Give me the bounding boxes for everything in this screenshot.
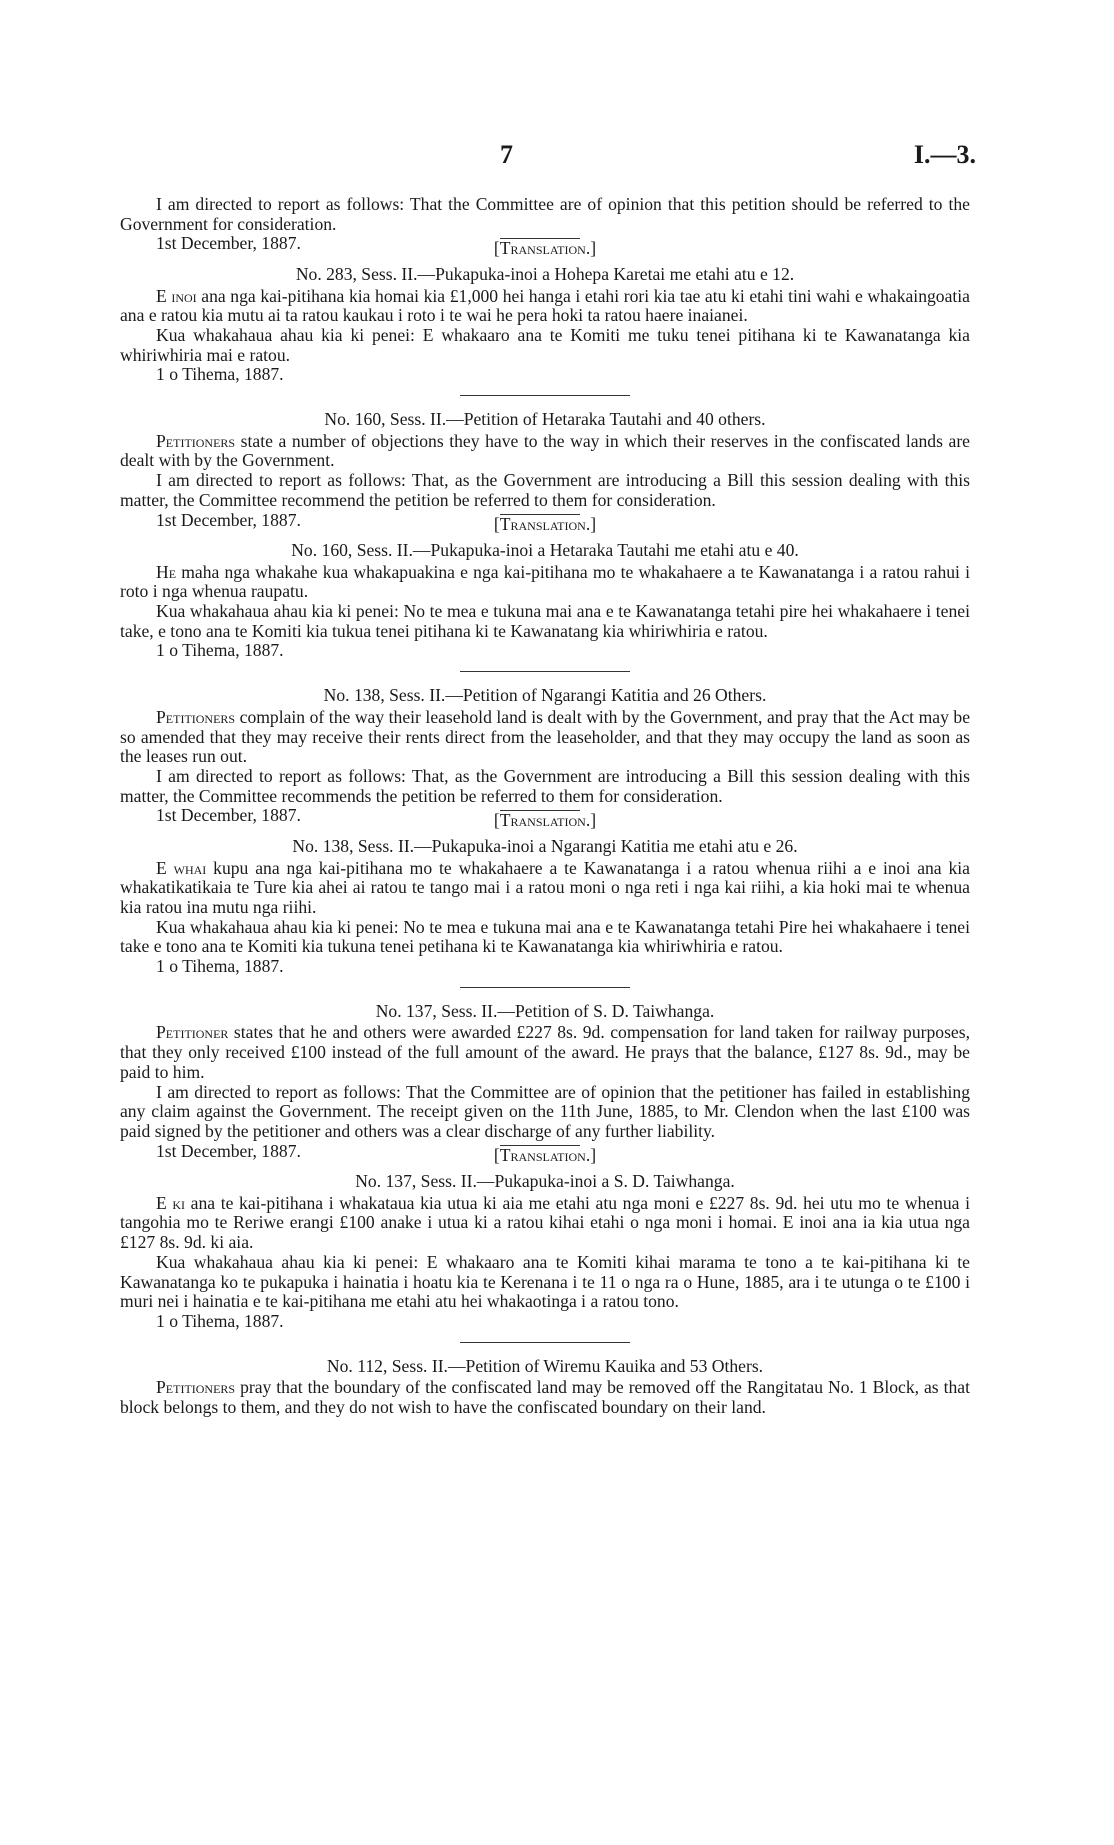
petition-lead: Petitioners (156, 706, 236, 727)
report-date: 1st December, 1887. (156, 1140, 301, 1161)
petition-text: ana nga kai-pitihana kia homai kia £1,000 hei hanga i etahi rori kia tae atu ki etahi tini wahi e whakaingoatia ana e ratou kia mutu ai ta ratou kaukau i roto i te wai he pera hoki ta ratou haere inaianei. (120, 285, 970, 326)
petition-heading: No. 137, Sess. II.—Petition of S. D. Taiwhanga. (375, 1000, 715, 1021)
divider (460, 395, 630, 396)
divider (460, 987, 630, 988)
report-paragraph: Kua whakahaua ahau kia ki penei: E whakaaro ana te Komiti kihai marama te tono a te kai-pitihana ki te Kawanatanga ko te pukapuka i hainatia i hoatu kia te Kerenana i te 11 o nga ra o Hune, 1885, ara i te utunga o te £100 i muri nei i hainatia e te kai-pitihana me etahi atu hei whakaotinga i a ratou tono. (120, 1251, 970, 1312)
report-paragraph: Kua whakahaua ahau kia ki penei: No te mea e tukuna mai ana e te Kawanatanga tetahi Pire hei whakahaere i tenei take e tono ana te Komiti kia tukuna tenei petihana ki te Kawanatanga kia whiriwhiria e ratou. (120, 916, 970, 957)
petition-text: pray that the boundary of the confiscated land may be removed off the Rangitatau No. 1 Block, as that block belongs to them, and they do not wish to have the confiscated boundary on their land. (120, 1377, 970, 1418)
translation-label: [Translation.] (493, 810, 597, 831)
petition-text: state a number of objections they have to the way in which their reserves in the confiscated lands are dealt with by the Government. (120, 430, 970, 471)
petition-body (120, 563, 970, 602)
petition-lead: E ki (156, 1192, 186, 1213)
divider (460, 671, 630, 672)
petition-body (120, 1378, 970, 1417)
report-date: 1 o Tihema, 1887. (156, 956, 284, 977)
petition-body (120, 1023, 970, 1082)
report-paragraph: I am directed to report as follows: That the Committee are of opinion that the petitioner has failed in establishing any claim against the Government. The receipt given on the 11th June, 1885, to Mr. Clendon when the last £100 was paid signed by the petitioner and others was a clear discharge of any further liability. (120, 1081, 970, 1141)
report-paragraph: I am directed to report as follows: That, as the Government are introducing a Bill this session dealing with this matter, the Committee recommends the petition be referred to them for consideration. (120, 765, 970, 806)
petition-heading: No. 160, Sess. II.—Pukapuka-inoi a Hetaraka Tautahi me etahi atu e 40. (291, 539, 799, 560)
page-number: 7 (500, 140, 513, 169)
petition-heading: No. 112, Sess. II.—Petition of Wiremu Kauika and 53 Others. (326, 1355, 764, 1376)
translation-label: [Translation.] (493, 514, 597, 535)
report-date: 1 o Tihema, 1887. (156, 1310, 284, 1331)
report-paragraph: I am directed to report as follows: That the Committee are of opinion that this petition should be referred to the Government for consideration. (120, 194, 970, 234)
report-date: 1 o Tihema, 1887. (156, 364, 284, 385)
petition-text: states that he and others were awarded £227 8s. 9d. compensation for land taken for railway purposes, that they only received £100 instead of the full amount of the award. He prays that the balance, £127 8s. 9d., may be paid to him. (120, 1022, 970, 1082)
petition-heading: No. 283, Sess. II.—Pukapuka-inoi a Hohepa Karetai me etahi atu e 12. (295, 263, 795, 284)
report-date: 1st December, 1887. (156, 233, 301, 254)
petition-lead: Petitioners (156, 430, 236, 451)
report-date: 1st December, 1887. (156, 805, 301, 826)
petition-body (120, 432, 970, 471)
petition-body (120, 287, 970, 326)
report-date: 1 o Tihema, 1887. (156, 640, 284, 661)
report-date: 1st December, 1887. (156, 509, 301, 530)
petition-body (120, 708, 970, 767)
petition-heading: No. 137, Sess. II.—Pukapuka-inoi a S. D. Taiwhanga. (355, 1171, 735, 1192)
petition-lead: E inoi (156, 285, 197, 306)
divider (460, 1342, 630, 1343)
petition-body (120, 859, 970, 918)
document-page (120, 0, 976, 1845)
petition-text: kupu ana nga kai-pitihana mo te whakahaere a te Kawanatanga i a ratou whenua riihi a e inoi ana kia whakatikatikaia te Ture kia ahei ai ratou te tango mai i a ratou moni o nga reti i nga kai riihi, a kia hoki mai te whenua kia ratou ina mutu nga riihi. (120, 857, 970, 917)
report-paragraph: Kua whakahaua ahau kia ki penei: No te mea e tukuna mai ana e te Kawanatanga tetahi pire hei whakahaere i tenei take, e tono ana te Komiti kia tukua tenei pitihana ki te Kawanatang kia whiriwhiria e ratou. (120, 601, 970, 641)
translation-label: [Translation.] (493, 1145, 597, 1166)
petition-lead: He (156, 561, 177, 582)
petition-body (120, 1194, 970, 1253)
report-paragraph: I am directed to report as follows: That, as the Government are introducing a Bill this session dealing with this matter, the Committee recommend the petition be referred to them for consideration. (120, 470, 970, 510)
petition-heading: No. 138, Sess. II.—Petition of Ngarangi Katitia and 26 Others. (323, 685, 767, 706)
document-reference: I.—3. (913, 140, 976, 169)
report-paragraph: Kua whakahaua ahau kia ki penei: E whakaaro ana te Komiti me tuku tenei pitihana ki te Kawanatanga kia whiriwhiria mai e ratou. (120, 324, 970, 365)
petition-text: maha nga whakahe kua whakapuakina e nga kai-pitihana mo te whakahaere a te Kawanatanga i a ratou rahui i roto i nga whenua raupatu. (120, 561, 970, 602)
petition-heading: No. 160, Sess. II.—Petition of Hetaraka Tautahi and 40 others. (324, 409, 766, 430)
petition-lead: E whai (156, 857, 207, 878)
translation-label: [Translation.] (493, 238, 597, 259)
petition-text: complain of the way their leasehold land is dealt with by the Government, and pray that the Act may be so amended that they may receive their rents direct from the leaseholder, and that they may occupy the land as soon as the leases run out. (120, 706, 970, 767)
petition-text: ana te kai-pitihana i whakataua kia utua ki aia me etahi atu nga moni e £227 8s. 9d. hei utu mo te whenua i tangohia mo te Reriwe erangi £100 anake i utua ki a ratou kihai etahi o nga moni i homai. E inoi ana ia kia utua nga £127 8s. 9d. ki aia. (120, 1192, 970, 1253)
document-body (120, 195, 970, 1418)
petition-heading: No. 138, Sess. II.—Pukapuka-inoi a Ngarangi Katitia me etahi atu e 26. (292, 835, 798, 856)
petition-lead: Petitioner (156, 1022, 229, 1043)
petition-lead: Petitioners (156, 1377, 236, 1398)
